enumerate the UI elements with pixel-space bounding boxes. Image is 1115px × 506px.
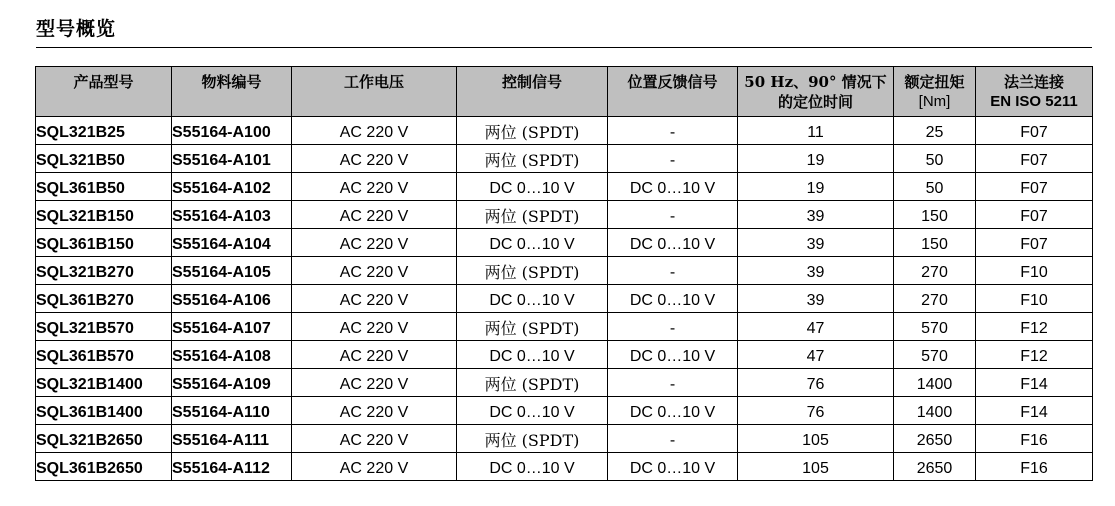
torque-cell: 1400 — [894, 369, 976, 397]
material-no-cell: S55164-A102 — [172, 173, 292, 201]
positioning-time-cell: 39 — [738, 229, 894, 257]
flange-cell: F07 — [976, 201, 1093, 229]
voltage-cell: AC 220 V — [292, 145, 457, 173]
title-divider — [36, 47, 1092, 48]
positioning-time-cell: 39 — [738, 257, 894, 285]
model-cell: SQL321B270 — [36, 257, 172, 285]
model-overview-table — [35, 66, 1093, 481]
control-signal-cell: 两位 (SPDT) — [457, 257, 608, 285]
table-row — [36, 285, 1093, 313]
positioning-time-cell: 47 — [738, 341, 894, 369]
flange-cell: F07 — [976, 173, 1093, 201]
position-feedback-cell: - — [608, 313, 738, 341]
voltage-cell: AC 220 V — [292, 285, 457, 313]
positioning-time-cell: 19 — [738, 145, 894, 173]
control-signal-cell: DC 0…10 V — [457, 341, 608, 369]
flange-cell: F14 — [976, 397, 1093, 425]
control-signal-cell: DC 0…10 V — [457, 453, 608, 481]
header-position-feedback: 位置反馈信号 — [608, 67, 738, 117]
header-model: 产品型号 — [36, 67, 172, 117]
torque-cell: 150 — [894, 201, 976, 229]
control-signal-cell: 两位 (SPDT) — [457, 369, 608, 397]
position-feedback-cell: - — [608, 145, 738, 173]
material-no-cell: S55164-A106 — [172, 285, 292, 313]
position-feedback-cell: - — [608, 369, 738, 397]
table-row — [36, 173, 1093, 201]
voltage-cell: AC 220 V — [292, 173, 457, 201]
model-cell: SQL321B50 — [36, 145, 172, 173]
control-signal-cell: 两位 (SPDT) — [457, 117, 608, 145]
model-cell: SQL361B270 — [36, 285, 172, 313]
positioning-time-cell: 47 — [738, 313, 894, 341]
position-feedback-cell: - — [608, 257, 738, 285]
torque-cell: 2650 — [894, 425, 976, 453]
table-row — [36, 397, 1093, 425]
model-cell: SQL361B2650 — [36, 453, 172, 481]
flange-cell: F10 — [976, 285, 1093, 313]
torque-cell: 270 — [894, 285, 976, 313]
material-no-cell: S55164-A104 — [172, 229, 292, 257]
flange-cell: F10 — [976, 257, 1093, 285]
position-feedback-cell: - — [608, 201, 738, 229]
model-cell: SQL361B1400 — [36, 397, 172, 425]
flange-cell: F16 — [976, 425, 1093, 453]
header-control-signal: 控制信号 — [457, 67, 608, 117]
table-row — [36, 117, 1093, 145]
control-signal-cell: DC 0…10 V — [457, 229, 608, 257]
table-row — [36, 369, 1093, 397]
table-row — [36, 257, 1093, 285]
table-row — [36, 201, 1093, 229]
position-feedback-cell: DC 0…10 V — [608, 285, 738, 313]
voltage-cell: AC 220 V — [292, 397, 457, 425]
position-feedback-cell: DC 0…10 V — [608, 173, 738, 201]
position-feedback-cell: - — [608, 117, 738, 145]
flange-cell: F12 — [976, 313, 1093, 341]
voltage-cell: AC 220 V — [292, 369, 457, 397]
header-material-no: 物料编号 — [172, 67, 292, 117]
table-body — [36, 117, 1093, 481]
table-row — [36, 425, 1093, 453]
table-row — [36, 453, 1093, 481]
torque-cell: 1400 — [894, 397, 976, 425]
voltage-cell: AC 220 V — [292, 117, 457, 145]
table-row — [36, 145, 1093, 173]
control-signal-cell: DC 0…10 V — [457, 285, 608, 313]
torque-cell: 50 — [894, 145, 976, 173]
material-no-cell: S55164-A110 — [172, 397, 292, 425]
torque-cell: 570 — [894, 313, 976, 341]
control-signal-cell: DC 0…10 V — [457, 173, 608, 201]
table-row — [36, 313, 1093, 341]
voltage-cell: AC 220 V — [292, 313, 457, 341]
torque-cell: 570 — [894, 341, 976, 369]
voltage-cell: AC 220 V — [292, 201, 457, 229]
positioning-time-cell: 19 — [738, 173, 894, 201]
control-signal-cell: 两位 (SPDT) — [457, 201, 608, 229]
positioning-time-cell: 39 — [738, 285, 894, 313]
table-row — [36, 341, 1093, 369]
position-feedback-cell: DC 0…10 V — [608, 229, 738, 257]
voltage-cell: AC 220 V — [292, 425, 457, 453]
voltage-cell: AC 220 V — [292, 229, 457, 257]
positioning-time-cell: 105 — [738, 453, 894, 481]
material-no-cell: S55164-A103 — [172, 201, 292, 229]
position-feedback-cell: DC 0…10 V — [608, 453, 738, 481]
material-no-cell: S55164-A111 — [172, 425, 292, 453]
material-no-cell: S55164-A108 — [172, 341, 292, 369]
position-feedback-cell: DC 0…10 V — [608, 397, 738, 425]
flange-cell: F12 — [976, 341, 1093, 369]
model-cell: SQL321B1400 — [36, 369, 172, 397]
flange-cell: F14 — [976, 369, 1093, 397]
torque-cell: 270 — [894, 257, 976, 285]
torque-cell: 150 — [894, 229, 976, 257]
voltage-cell: AC 220 V — [292, 341, 457, 369]
flange-cell: F07 — [976, 229, 1093, 257]
positioning-time-cell: 39 — [738, 201, 894, 229]
material-no-cell: S55164-A112 — [172, 453, 292, 481]
model-cell: SQL321B570 — [36, 313, 172, 341]
voltage-cell: AC 220 V — [292, 257, 457, 285]
header-voltage: 工作电压 — [292, 67, 457, 117]
table-header-row — [36, 67, 1093, 117]
positioning-time-cell: 105 — [738, 425, 894, 453]
model-cell: SQL361B150 — [36, 229, 172, 257]
model-cell: SQL321B25 — [36, 117, 172, 145]
material-no-cell: S55164-A100 — [172, 117, 292, 145]
model-cell: SQL361B570 — [36, 341, 172, 369]
model-cell: SQL321B2650 — [36, 425, 172, 453]
flange-cell: F07 — [976, 117, 1093, 145]
voltage-cell: AC 220 V — [292, 453, 457, 481]
page-title: 型号概览 — [36, 18, 117, 40]
model-cell: SQL321B150 — [36, 201, 172, 229]
material-no-cell: S55164-A107 — [172, 313, 292, 341]
material-no-cell: S55164-A105 — [172, 257, 292, 285]
model-cell: SQL361B50 — [36, 173, 172, 201]
positioning-time-cell: 11 — [738, 117, 894, 145]
control-signal-cell: 两位 (SPDT) — [457, 425, 608, 453]
flange-cell: F07 — [976, 145, 1093, 173]
torque-cell: 2650 — [894, 453, 976, 481]
header-flange: 法兰连接 EN ISO 5211 — [976, 67, 1093, 117]
positioning-time-cell: 76 — [738, 397, 894, 425]
torque-cell: 25 — [894, 117, 976, 145]
table-row — [36, 229, 1093, 257]
position-feedback-cell: - — [608, 425, 738, 453]
header-positioning-time: 50 Hz、90° 情况下 的定位时间 — [738, 67, 894, 117]
control-signal-cell: DC 0…10 V — [457, 397, 608, 425]
control-signal-cell: 两位 (SPDT) — [457, 313, 608, 341]
torque-cell: 50 — [894, 173, 976, 201]
control-signal-cell: 两位 (SPDT) — [457, 145, 608, 173]
flange-cell: F16 — [976, 453, 1093, 481]
position-feedback-cell: DC 0…10 V — [608, 341, 738, 369]
material-no-cell: S55164-A109 — [172, 369, 292, 397]
material-no-cell: S55164-A101 — [172, 145, 292, 173]
header-torque: 额定扭矩 [Nm] — [894, 67, 976, 117]
positioning-time-cell: 76 — [738, 369, 894, 397]
